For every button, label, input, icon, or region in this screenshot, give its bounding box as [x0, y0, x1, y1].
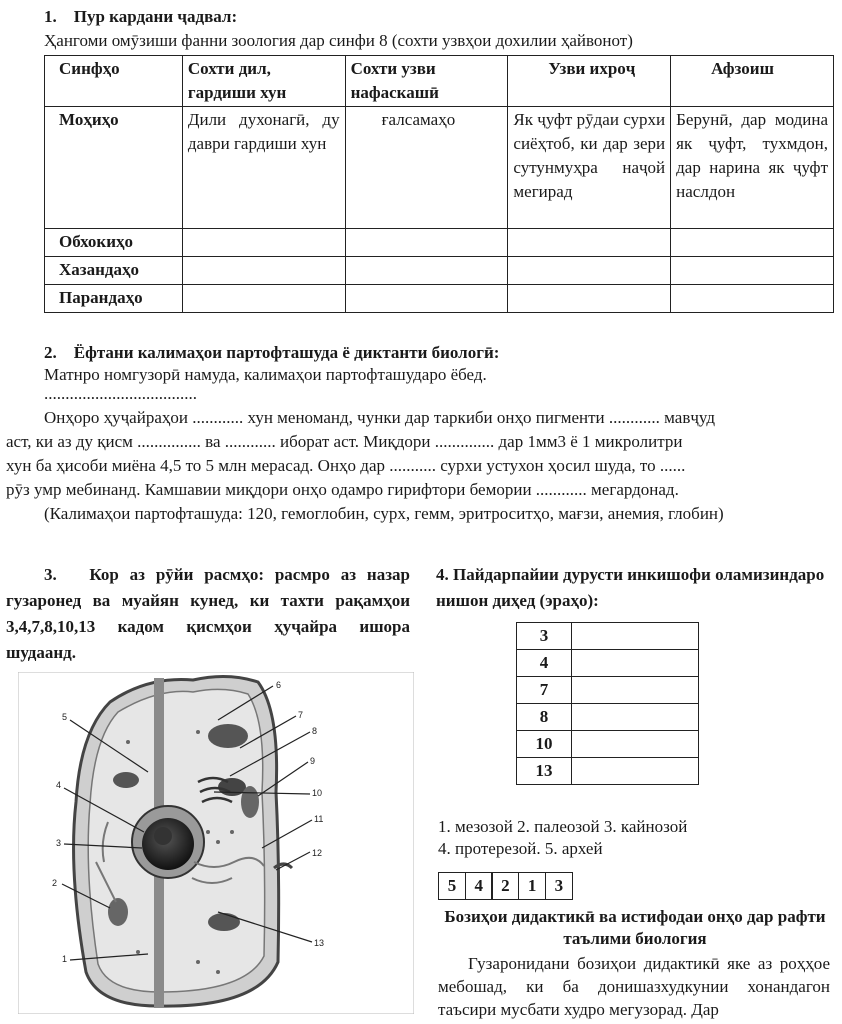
- answer-cell[interactable]: [572, 758, 699, 785]
- table-cell[interactable]: [182, 229, 345, 257]
- answer-cell[interactable]: [572, 650, 699, 677]
- table-row: [517, 677, 699, 704]
- section2-heading: [44, 342, 499, 364]
- table-row: [45, 229, 834, 257]
- table-cell[interactable]: [345, 285, 508, 313]
- table-row: [45, 107, 834, 229]
- table-row: [517, 731, 699, 758]
- label-1: 1: [62, 954, 68, 964]
- row-label: Парандаҳо: [45, 285, 183, 313]
- table-cell[interactable]: [345, 257, 508, 285]
- label-11: 11: [314, 814, 324, 824]
- row-number: 13: [517, 758, 572, 785]
- section5-title: Бозиҳои дидактикӣ ва истифодаи онҳо дар рафти таълими биология: [444, 907, 826, 948]
- row-number: 10: [517, 731, 572, 758]
- sequence-box: 4: [465, 872, 493, 900]
- answer-cell[interactable]: [572, 677, 699, 704]
- section1-subtitle: Ҳангоми омӯзиши фанни зоология дар синфи 8 (сохти узвҳои дохилии ҳайвонот): [44, 31, 633, 50]
- label-2: 2: [52, 878, 58, 888]
- dictation-line: рӯз умр мебинанд. Камшавии миқдори онҳо одамро гирифтори бемории ............ мегардонад.: [6, 480, 679, 499]
- table-row: [517, 704, 699, 731]
- dictation-line: хун ба ҳисоби миёна 4,5 то 5 млн мерасад. Онҳо дар ........... сурхи устухон ҳосил шуда, то ......: [6, 456, 686, 475]
- mitochondrion: [208, 913, 240, 931]
- zoology-table: [44, 55, 834, 313]
- answer-cell[interactable]: [572, 704, 699, 731]
- table-row: [517, 623, 699, 650]
- header-cell: Сохти узви нафаскашӣ: [345, 56, 508, 107]
- dictation-line: Онҳоро ҳуҷайраҳои ............ хун меноманд, чунки дар таркиби онҳо пигменти ............ мавҷуд: [44, 408, 715, 427]
- mitochondrion: [208, 724, 248, 748]
- header-cell: Синфҳо: [45, 56, 183, 107]
- table-cell[interactable]: [182, 257, 345, 285]
- section1-title: Пур кардани ҷадвал:: [73, 7, 238, 26]
- table-cell[interactable]: [508, 257, 671, 285]
- table-cell[interactable]: [671, 257, 834, 285]
- row-number: 3: [517, 623, 572, 650]
- sequence-box: 3: [545, 872, 573, 900]
- table-cell: Берунӣ, дар модина як ҷуфт, тухмдон, дар нарина як ҷуфт наслдон: [671, 107, 834, 229]
- table-row: [517, 758, 699, 785]
- row-label: Моҳиҳо: [45, 107, 183, 229]
- header-cell: Сохти дил, гардиши хун: [182, 56, 345, 107]
- table-row: [45, 285, 834, 313]
- nucleus: [142, 818, 194, 870]
- section3-title: Кор аз рӯйи расмҳо: расмро аз назар гузаронед ва муайян кунед, ки тахти рақамҳои 3,4,7,8,10,13 кадом қисмҳои ҳуҷайра ишора шудаанд.: [6, 565, 411, 662]
- table-cell: Дили духонагӣ, ду даври гардиши хун: [182, 107, 345, 229]
- era-options-line2: 4. протерезой. 5. архей: [438, 839, 603, 858]
- section5-body: Гузаронидани бозиҳои дидактикӣ яке аз роҳҳое мебошад, ки ба донишазхудкунии хонандагон таъсири мусбати худро мегузорад. Дар: [438, 954, 830, 1019]
- sequence-boxes: [438, 872, 572, 900]
- answer-cell[interactable]: [572, 731, 699, 758]
- section2-title: Ёфтани калимаҳои партофташуда ё диктанти биологӣ:: [73, 343, 500, 362]
- table-cell[interactable]: [345, 229, 508, 257]
- label-3: 3: [56, 838, 62, 848]
- section2-dots: ....................................: [44, 384, 197, 403]
- cell-figure: [18, 672, 414, 1014]
- hint-text: (Калимаҳои партофташуда: 120, гемоглобин, сурх, гемм, эритроситҳо, мағзи, анемия, глобин): [44, 504, 724, 523]
- label-10: 10: [312, 788, 323, 798]
- table-header-row: [45, 56, 834, 107]
- table-cell: Як ҷуфт рӯдаи сурхи сиёҳтоб, ки дар зери сутунмуҳра наҷой мегирад: [508, 107, 671, 229]
- row-number: 8: [517, 704, 572, 731]
- nucleolus: [154, 827, 172, 845]
- label-9: 9: [310, 756, 316, 766]
- row-number: 7: [517, 677, 572, 704]
- sequence-box: 5: [438, 872, 466, 900]
- row-label: Обхокиҳо: [45, 229, 183, 257]
- sequence-box: 2: [491, 872, 519, 900]
- label-7: 7: [298, 710, 304, 720]
- row-number: 4: [517, 650, 572, 677]
- table-cell[interactable]: [508, 229, 671, 257]
- table-row: [517, 650, 699, 677]
- table-cell[interactable]: [182, 285, 345, 313]
- label-6: 6: [276, 680, 282, 690]
- header-cell: Афзоиш: [671, 56, 834, 107]
- table-cell[interactable]: [671, 229, 834, 257]
- answer-cell[interactable]: [572, 623, 699, 650]
- organelle: [241, 786, 259, 818]
- section3-number: 3.: [44, 565, 57, 584]
- section3-heading: [6, 562, 410, 666]
- label-4: 4: [56, 780, 62, 790]
- dictation-line: аст, ки аз ду қисм ............... ва ............ иборат аст. Миқдори .............. дар 1мм3 ё 1 микролитри: [6, 432, 683, 451]
- answer-table: [516, 622, 699, 785]
- table-cell: ғалсамаҳо: [345, 107, 508, 229]
- section4-heading: 4. Пайдарпайии дурусти инкишофи оламизиндаро нишон диҳед (эраҳо):: [436, 565, 825, 610]
- section1-number: 1.: [44, 7, 57, 26]
- label-5: 5: [62, 712, 68, 722]
- table-cell[interactable]: [671, 285, 834, 313]
- lysosome: [108, 898, 128, 926]
- era-options-line1: 1. мезозой 2. палеозой 3. кайнозой: [438, 817, 688, 836]
- table-cell[interactable]: [508, 285, 671, 313]
- sequence-box: 1: [518, 872, 546, 900]
- label-13: 13: [314, 938, 325, 948]
- table-row: [45, 257, 834, 285]
- section2-intro: Матнро номгузорӣ намуда, калимаҳои партофташударо ёбед.: [44, 365, 487, 384]
- section2-number: 2.: [44, 343, 57, 362]
- label-8: 8: [312, 726, 318, 736]
- label-12: 12: [312, 848, 323, 858]
- row-label: Хазандаҳо: [45, 257, 183, 285]
- header-cell: Узви ихроҷ: [508, 56, 671, 107]
- mitochondrion: [113, 772, 139, 788]
- section1-heading: [44, 6, 237, 28]
